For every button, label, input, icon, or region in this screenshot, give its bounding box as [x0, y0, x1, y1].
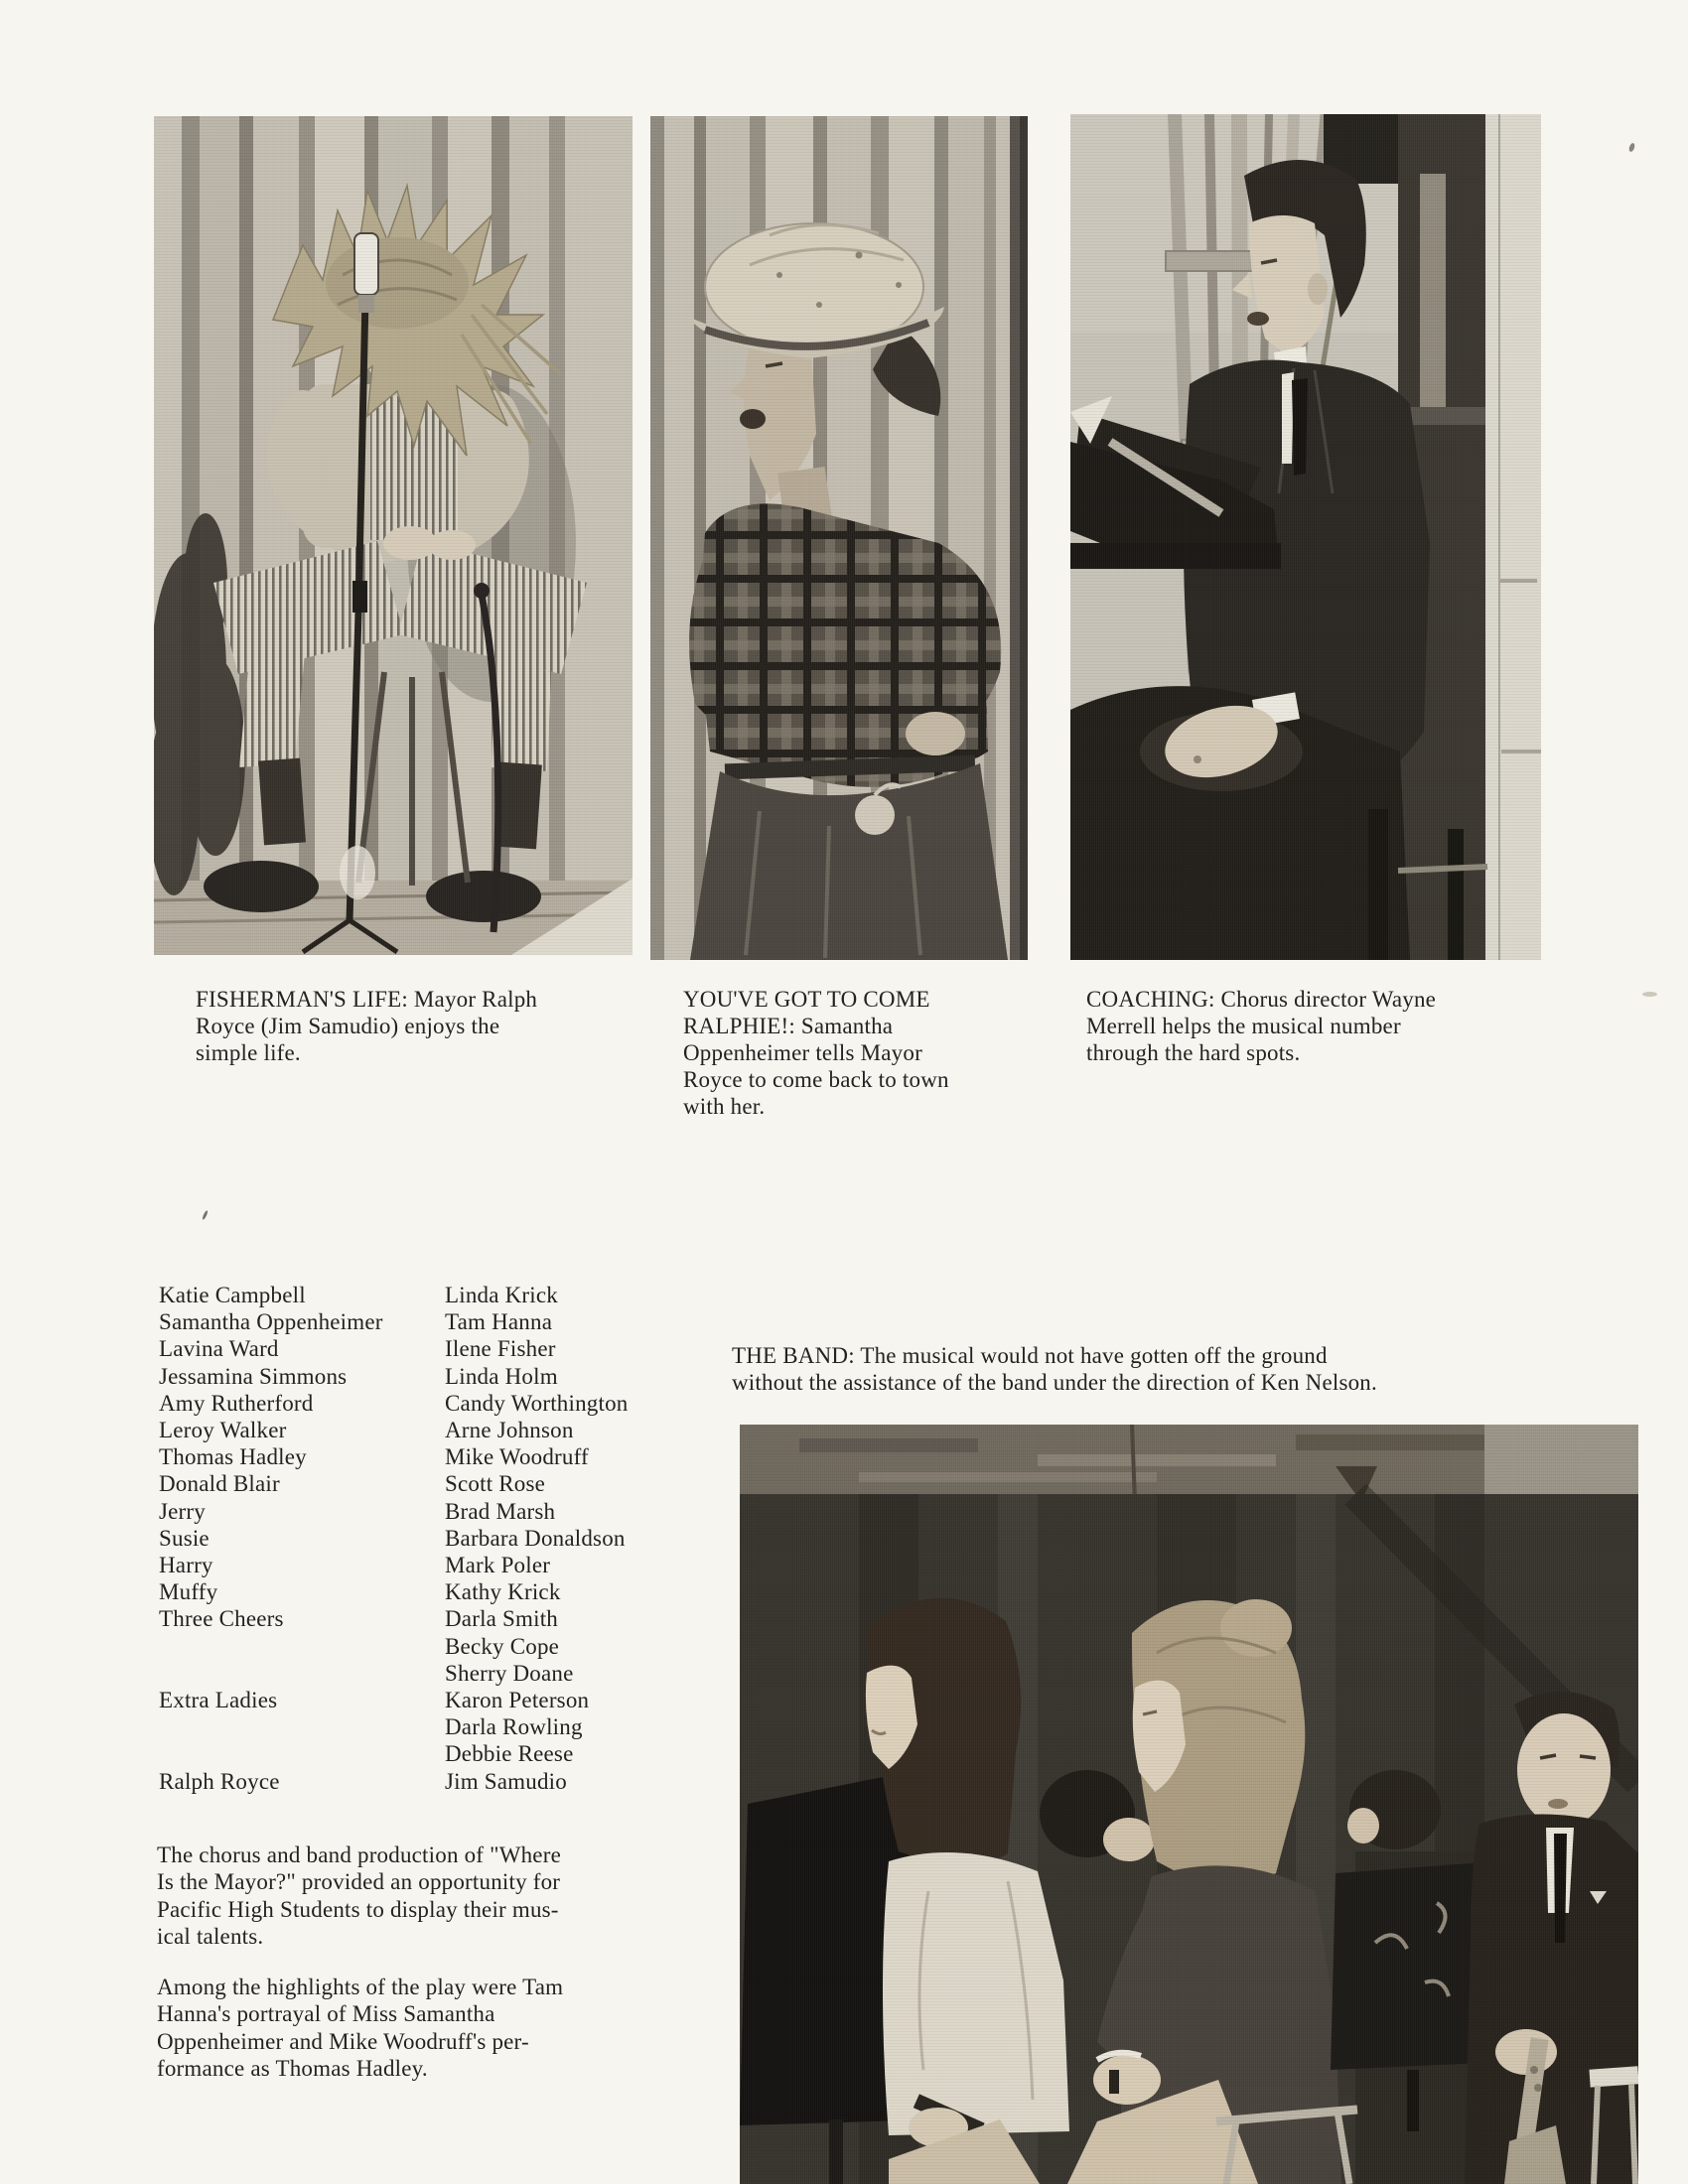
cast-row: [159, 1470, 628, 1497]
cast-role: Thomas Hadley: [159, 1444, 307, 1470]
cast-actor: Tam Hanna: [445, 1309, 553, 1335]
cast-actor: Becky Cope: [445, 1633, 560, 1659]
photo-coaching-art: [1070, 114, 1541, 960]
photo-coaching: [1070, 114, 1541, 960]
cast-role: Katie Campbell: [159, 1283, 306, 1307]
caption-ralphie: YOU'VE GOT TO COME RALPHIE!: Samantha Oppenheimer tells Mayor Royce to come back to town with her.: [683, 987, 949, 1119]
cast-role: Samantha Oppenheimer: [159, 1309, 383, 1335]
cast-role: [159, 1740, 445, 1767]
photo-band: [740, 1425, 1638, 2184]
scan-speck: [202, 1210, 209, 1220]
photo-ralphie-art: [650, 116, 1028, 960]
caption-band: THE BAND: The musical would not have gotten off the ground without the assistance of the band under the direction of Ken Nelson.: [732, 1343, 1377, 1395]
cast-role: Muffy: [159, 1579, 218, 1605]
cast-row: [159, 1443, 628, 1470]
photo-band-art: [740, 1425, 1638, 2184]
cast-actor: Brad Marsh: [445, 1498, 556, 1524]
cast-actor: Barbara Donaldson: [445, 1525, 626, 1551]
cast-actor: Jim Samudio: [445, 1768, 567, 1794]
wood-beam: [740, 1425, 1638, 1502]
cast-actor: Darla Rowling: [445, 1714, 583, 1740]
door-frame: [1485, 114, 1541, 960]
cast-row: [159, 1633, 628, 1660]
cast-row: [159, 1363, 628, 1390]
photo-fisherman: [154, 116, 633, 955]
cast-row: [159, 1282, 628, 1308]
cast-row: [159, 1713, 628, 1740]
cast-row: [159, 1768, 628, 1795]
cast-actor: Darla Smith: [445, 1606, 558, 1632]
scan-speck: [1642, 992, 1657, 997]
cast-list: [159, 1282, 628, 1795]
cast-row: [159, 1390, 628, 1417]
cast-actor: Candy Worthington: [445, 1390, 629, 1416]
cast-role: [159, 1713, 445, 1740]
photo-fisherman-art: [154, 116, 633, 955]
cast-actor: Linda Holm: [445, 1363, 558, 1389]
cast-role: [159, 1660, 445, 1687]
cast-actor: Linda Krick: [445, 1283, 558, 1307]
cast-row: [159, 1660, 628, 1687]
cast-actor: Debbie Reese: [445, 1741, 574, 1767]
cast-actor: Kathy Krick: [445, 1579, 561, 1605]
cast-role: Donald Blair: [159, 1471, 280, 1497]
cast-role: Lavina Ward: [159, 1336, 279, 1362]
cast-actor: Sherry Doane: [445, 1660, 574, 1686]
caption-fisherman: FISHERMAN'S LIFE: Mayor Ralph Royce (Jim Samudio) enjoys the simple life.: [196, 987, 538, 1065]
cast-row: [159, 1335, 628, 1362]
cast-actor: Mike Woodruff: [445, 1444, 589, 1470]
caption-coaching: COACHING: Chorus director Wayne Merrell helps the musical number through the hard spots.: [1086, 987, 1437, 1065]
cast-row: [159, 1308, 628, 1335]
cast-role: Jerry: [159, 1498, 206, 1524]
cast-role: [159, 1633, 445, 1660]
cast-actor: Ilene Fisher: [445, 1336, 556, 1362]
cast-row: [159, 1498, 628, 1525]
cast-row: [159, 1687, 628, 1713]
cast-role: Jessamina Simmons: [159, 1363, 348, 1389]
cast-role: Ralph Royce: [159, 1768, 280, 1794]
cast-row: [159, 1417, 628, 1443]
cast-role: Susie: [159, 1525, 210, 1551]
cast-row: [159, 1525, 628, 1552]
cast-role: Extra Ladies: [159, 1688, 278, 1713]
cast-row: [159, 1552, 628, 1578]
cast-role: Three Cheers: [159, 1606, 284, 1632]
photo-ralphie: [650, 116, 1028, 960]
cast-actor: Mark Poler: [445, 1553, 551, 1578]
cast-actor: Arne Johnson: [445, 1418, 574, 1443]
cast-role: Harry: [159, 1553, 213, 1578]
cast-role: Amy Rutherford: [159, 1390, 314, 1416]
scan-speck: [1628, 142, 1636, 152]
cast-row: [159, 1578, 628, 1605]
pocket-watch: [855, 795, 895, 835]
cast-role: Leroy Walker: [159, 1418, 287, 1443]
cast-row: [159, 1605, 628, 1632]
cast-row: [159, 1740, 628, 1767]
cast-actor: Scott Rose: [445, 1471, 546, 1497]
cast-actor: Karon Peterson: [445, 1688, 590, 1713]
paragraph-production: The chorus and band production of "Where Is the Mayor?" provided an opportunity for Pacific High Students to display their mus- ical talents.: [157, 1843, 561, 1950]
paragraph-highlights: Among the highlights of the play were Tam Hanna's portrayal of Miss Samantha Oppenheimer and Mike Woodruff's per- formance as Thomas Hadley.: [157, 1975, 564, 2082]
